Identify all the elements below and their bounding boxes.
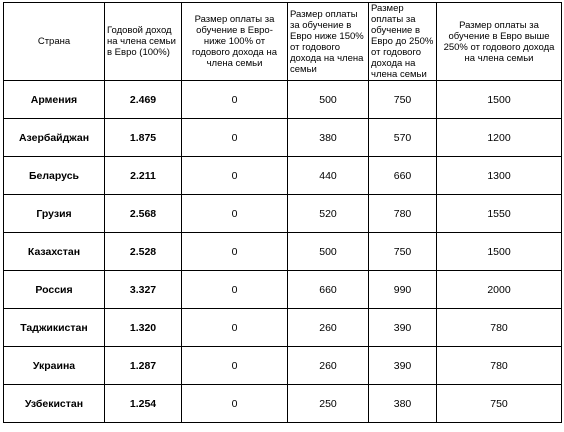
- fee-up-to-250-cell: 780: [369, 195, 437, 233]
- fee-below-150-cell: 380: [288, 119, 369, 157]
- fee-below-100-cell: 0: [182, 157, 288, 195]
- fee-below-100-cell: 0: [182, 81, 288, 119]
- fee-below-100-cell: 0: [182, 385, 288, 423]
- table-row: [4, 385, 562, 423]
- country-cell: Россия: [4, 271, 105, 309]
- fee-above-250-cell: 1550: [437, 195, 562, 233]
- fee-up-to-250-cell: 660: [369, 157, 437, 195]
- fee-above-250-cell: 1300: [437, 157, 562, 195]
- header-fee-above-250: Размер оплаты за обучение в Евро выше 250% от годового дохода на члена семьи: [437, 3, 562, 81]
- income-cell: 2.469: [105, 81, 182, 119]
- country-cell: Узбекистан: [4, 385, 105, 423]
- country-cell: Таджикистан: [4, 309, 105, 347]
- fee-above-250-cell: 1200: [437, 119, 562, 157]
- income-cell: 2.211: [105, 157, 182, 195]
- table-row: [4, 347, 562, 385]
- fee-below-150-cell: 500: [288, 233, 369, 271]
- header-fee-below-150: Размер оплаты за обучение в Евро ниже 150% от годового дохода на члена семьи: [288, 3, 369, 81]
- country-cell: Азербайджан: [4, 119, 105, 157]
- fee-below-100-cell: 0: [182, 119, 288, 157]
- fee-above-250-cell: 2000: [437, 271, 562, 309]
- fee-up-to-250-cell: 380: [369, 385, 437, 423]
- table-body: [4, 81, 562, 423]
- fee-above-250-cell: 1500: [437, 233, 562, 271]
- fee-below-150-cell: 660: [288, 271, 369, 309]
- fee-below-100-cell: 0: [182, 309, 288, 347]
- table-row: [4, 81, 562, 119]
- table-row: [4, 119, 562, 157]
- fee-below-150-cell: 250: [288, 385, 369, 423]
- header-fee-below-100: Размер оплаты за обучение в Евро- ниже 100% от годового дохода на члена семьи: [182, 3, 288, 81]
- fee-below-100-cell: 0: [182, 347, 288, 385]
- fee-up-to-250-cell: 390: [369, 309, 437, 347]
- header-country: Страна: [4, 3, 105, 81]
- fee-above-250-cell: 780: [437, 309, 562, 347]
- fee-below-150-cell: 260: [288, 309, 369, 347]
- fee-up-to-250-cell: 750: [369, 81, 437, 119]
- table-row: [4, 195, 562, 233]
- header-row: [4, 3, 562, 81]
- fee-below-150-cell: 260: [288, 347, 369, 385]
- fee-below-150-cell: 440: [288, 157, 369, 195]
- income-cell: 1.254: [105, 385, 182, 423]
- tuition-table-container: [3, 2, 562, 423]
- table-row: [4, 157, 562, 195]
- table-row: [4, 309, 562, 347]
- fee-above-250-cell: 1500: [437, 81, 562, 119]
- fee-up-to-250-cell: 990: [369, 271, 437, 309]
- header-fee-up-to-250: Размер оплаты за обучение в Евро до 250% от годового дохода на члена семьи: [369, 3, 437, 81]
- header-annual-income: Годовой доход на члена семьи в Евро (100%): [105, 3, 182, 81]
- table-row: [4, 233, 562, 271]
- income-cell: 2.568: [105, 195, 182, 233]
- country-cell: Казахстан: [4, 233, 105, 271]
- income-cell: 1.320: [105, 309, 182, 347]
- income-cell: 1.875: [105, 119, 182, 157]
- fee-below-150-cell: 500: [288, 81, 369, 119]
- fee-below-100-cell: 0: [182, 271, 288, 309]
- income-cell: 1.287: [105, 347, 182, 385]
- income-cell: 2.528: [105, 233, 182, 271]
- country-cell: Беларусь: [4, 157, 105, 195]
- country-cell: Армения: [4, 81, 105, 119]
- fee-below-100-cell: 0: [182, 233, 288, 271]
- fee-above-250-cell: 750: [437, 385, 562, 423]
- table-row: [4, 271, 562, 309]
- fee-below-150-cell: 520: [288, 195, 369, 233]
- fee-up-to-250-cell: 570: [369, 119, 437, 157]
- fee-below-100-cell: 0: [182, 195, 288, 233]
- fee-up-to-250-cell: 390: [369, 347, 437, 385]
- income-cell: 3.327: [105, 271, 182, 309]
- tuition-table: [3, 2, 562, 423]
- country-cell: Украина: [4, 347, 105, 385]
- fee-up-to-250-cell: 750: [369, 233, 437, 271]
- country-cell: Грузия: [4, 195, 105, 233]
- fee-above-250-cell: 780: [437, 347, 562, 385]
